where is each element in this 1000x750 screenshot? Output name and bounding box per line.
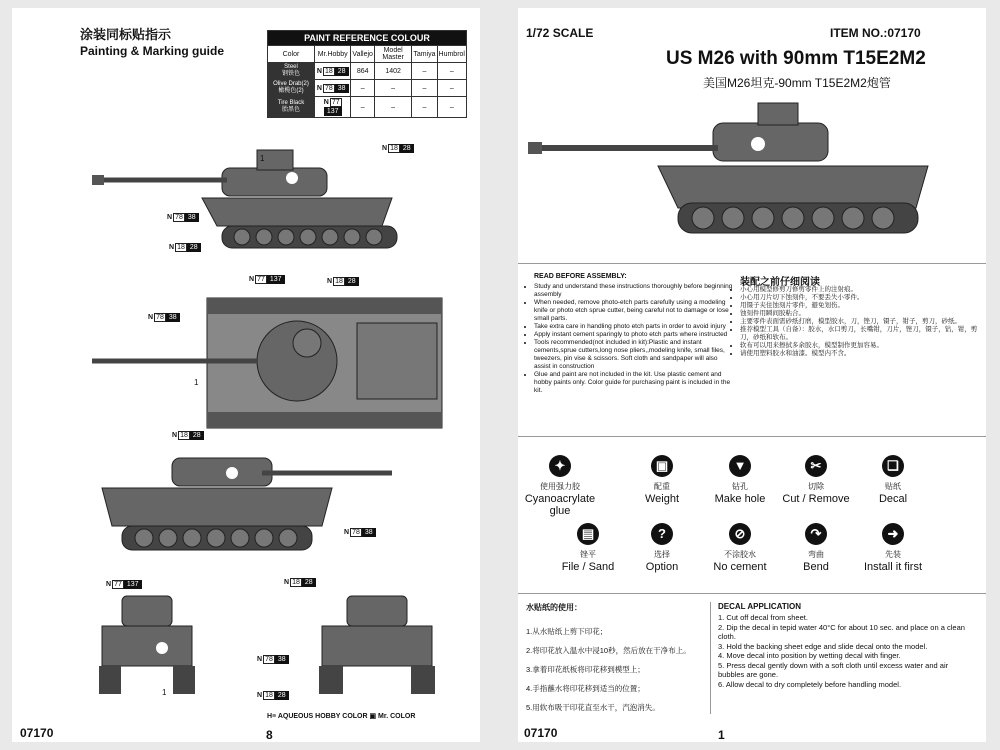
color-name-cn: 胎黑色 (281, 107, 300, 113)
list-item: • 用镊子夹住蚀刻片零件，避免划伤。 (740, 302, 980, 310)
notes-cn-heading: 装配之前仔细阅读 (740, 277, 820, 288)
decal-cn-steps (526, 622, 711, 717)
legend-item-weight: ▣ 配重 Weight (622, 455, 702, 505)
vallejo-value: 864 (351, 63, 375, 80)
legend-item-no-cement: ⊘ 不涂胶水 No cement (700, 523, 780, 573)
mm-value: – (374, 80, 411, 97)
col-mrhobby: Mr.Hobby (315, 46, 351, 63)
paint-code: N 78 38 (317, 84, 349, 93)
tank-top-view (92, 293, 452, 433)
install-first-icon: ➜ (882, 523, 904, 545)
tamiya-value: – (412, 80, 437, 97)
callout-steel: N 18 28 (169, 243, 201, 252)
legend-item-file: ▤ 锉平 File / Sand (548, 523, 628, 573)
list-item: 5.用软布吸干印花直至水干，汽泡消失。 (526, 703, 660, 712)
item-number: ITEM NO.:07170 (830, 26, 921, 40)
list-item: • Take extra care in handling photo etch parts in order to avoid injury (534, 323, 734, 331)
legend-item-bend: ↷ 弯曲 Bend (776, 523, 856, 573)
tank-box-illustration (528, 98, 938, 248)
list-item: 4.手指蘸水将印花移到适当的位置； (526, 684, 645, 693)
col-model-master: Model Master (374, 46, 411, 63)
list-item: 4. Move decal into position by wetting decal with finger. (718, 651, 901, 660)
humbrol-value: – (437, 97, 466, 118)
paint-reference-table (267, 30, 467, 118)
col-vallejo: Vallejo (351, 46, 375, 63)
col-humbrol: Humbrol (437, 46, 466, 63)
decal-en-heading: DECAL APPLICATION (718, 602, 801, 611)
callout-steel: N 18 28 (382, 144, 414, 153)
scale-label: 1/72 SCALE (526, 26, 594, 40)
drill-icon: ▼ (729, 455, 751, 477)
mm-value: – (374, 97, 411, 118)
decal-en-steps (718, 613, 973, 689)
legend-item-option: ? 选择 Option (622, 523, 702, 573)
list-item: • Apply instant cement sparingly to photo etch parts where instructed (534, 331, 734, 339)
callout-steel: N 18 28 (327, 277, 359, 286)
list-item: 6. Allow decal to dry completely before handling model. (718, 679, 902, 689)
color-name-cn: 橄榄色(2) (278, 88, 304, 94)
tamiya-value: – (412, 63, 437, 80)
divider (518, 263, 986, 264)
list-item: 3. Hold the backing sheet edge and slide decal onto the model. (718, 641, 928, 651)
footer-page-number: 1 (718, 728, 725, 742)
list-item: 2. Dip the decal in tepid water 40°C for about 10 sec. and place on a clean cloth. (718, 622, 965, 641)
callout-decal-1: 1 (194, 378, 199, 387)
tank-rear-view (317, 586, 437, 696)
legend-item-drill: ▼ 钻孔 Make hole (700, 455, 780, 505)
list-item: • Study and understand these instructions thoroughly before beginning assembly (534, 283, 734, 299)
glue-icon: ✦ (549, 455, 571, 477)
tank-front-view (97, 586, 197, 696)
list-item: • 请使用塑料胶水和油漆。模型内不含。 (740, 350, 980, 358)
callout-black: N 77 137 (106, 580, 142, 589)
legend-item-glue: ✦ 使用强力胶 Cyanoacrylate glue (520, 455, 600, 517)
list-item: • Glue and paint are not included in the kit. Use plastic cement and hobby paints only. Color guide for purchasing paint is included in the kit. (534, 371, 734, 395)
list-item: 5. Press decal gently down with a soft cloth until excess water and air bubbles are gone. (718, 660, 949, 679)
list-item: • 推荐模型工具（自备）：胶水，水口剪刀，长嘴钳，刀片，锉刀，镊子，钻，钳，剪刀，砂纸和软布。 (740, 326, 980, 342)
file-icon: ▤ (577, 523, 599, 545)
list-item: • When needed, remove photo-etch parts carefully using a modeling knife or photo etch sprue cutter, being careful not to damage or lose small parts. (534, 299, 734, 323)
divider (518, 593, 986, 594)
mm-value: 1402 (374, 63, 411, 80)
left-page-painting-guide (12, 8, 480, 742)
list-item: • 软布可以用来擦拭多余胶水，模型制作更加容易。 (740, 342, 980, 350)
color-name: Olive Drab(2) (273, 81, 309, 87)
color-name: Steel (284, 64, 298, 70)
list-item: • 蚀刻件用瞬间胶粘合。 (740, 310, 980, 318)
footer-item-number: 07170 (524, 726, 558, 740)
left-title-cn: 涂装同标贴指示 (80, 27, 172, 42)
list-item: 3.拿着印花纸板将印花移到模型上； (526, 665, 645, 674)
cut-icon: ✂ (805, 455, 827, 477)
list-item: 1. Cut off decal from sheet. (718, 613, 808, 622)
paint-code: N 77137 (323, 99, 340, 115)
callout-olive: N 78 38 (167, 213, 199, 222)
callout-decal-1: 1 (162, 688, 167, 697)
callout-olive: N 78 38 (344, 528, 376, 537)
list-item: • 主要零件表面需砂纸打磨，模型胶水，刀，锉刀，镊子，钳子，剪刀，砂纸。 (740, 318, 980, 326)
decal-cn-heading: 水贴纸的使用： (526, 603, 582, 612)
read-before-heading: READ BEFORE ASSEMBLY: (534, 273, 627, 280)
vallejo-value: – (351, 97, 375, 118)
callout-olive: N 78 38 (257, 655, 289, 664)
decal-icon: ❏ (882, 455, 904, 477)
color-name: Tire Black (277, 100, 305, 106)
table-row (268, 80, 467, 97)
footer-page-number: 8 (266, 728, 273, 742)
legend-item-cut: ✂ 切除 Cut / Remove (776, 455, 856, 505)
right-page-instructions (518, 8, 986, 742)
table-row (268, 97, 467, 118)
legend-item-decal: ❏ 贴纸 Decal (853, 455, 933, 505)
col-color: Color (268, 46, 315, 63)
color-name-cn: 钢铁色 (281, 71, 300, 77)
no-cement-icon: ⊘ (729, 523, 751, 545)
tank-side-view-right (92, 438, 392, 568)
callout-steel: N 18 28 (172, 431, 204, 440)
left-title-en: Painting & Marking guide (80, 44, 225, 58)
notes-cn-list (730, 286, 980, 358)
legend-item-install-first: ➜ 先装 Install it first (853, 523, 933, 573)
list-item: • Tools recommended(not included in kit):Plastic and instant cements,sprue cutters,long nose pliers,,modeling knife, small files, tweezers, pin vise & scissors. Soft cloth and sandpaper will also assist in construction (534, 339, 734, 371)
weight-icon: ▣ (651, 455, 673, 477)
product-title-cn: 美国M26坦克-90mm T15E2M2炮管 (703, 76, 891, 90)
humbrol-value: – (437, 63, 466, 80)
option-icon: ? (651, 523, 673, 545)
list-item: • 小心用刀片切下蚀刻件，不要丢失小零件。 (740, 294, 980, 302)
notes-en-list (524, 283, 734, 395)
callout-olive: N 78 38 (148, 313, 180, 322)
humbrol-value: – (437, 80, 466, 97)
paint-table-header: PAINT REFERENCE COLOUR (268, 31, 467, 46)
column-divider (710, 602, 711, 714)
paint-code: N 18 28 (317, 67, 349, 76)
callout-steel: N 18 28 (257, 691, 289, 700)
tamiya-value: – (412, 97, 437, 118)
table-row (268, 63, 467, 80)
vallejo-value: – (351, 80, 375, 97)
list-item: 1.从水贴纸上剪下印花； (526, 627, 608, 636)
list-item: 2.将印花放入温水中浸10秒，然后放在干净布上。 (526, 646, 691, 655)
product-title: US M26 with 90mm T15E2M2 (666, 48, 926, 69)
footer-brands: H≡ AQUEOUS HOBBY COLOR ▣ Mr. COLOR (267, 713, 416, 720)
callout-decal-1: 1 (260, 154, 265, 163)
list-item: • 小心用模型修剪刀修剪零件上的注射痕。 (740, 286, 980, 294)
callout-black: N 77 137 (249, 275, 285, 284)
col-tamiya: Tamiya (412, 46, 437, 63)
footer-item-number: 07170 (20, 726, 54, 740)
callout-steel: N 18 28 (284, 578, 316, 587)
divider (518, 436, 986, 437)
bend-icon: ↷ (805, 523, 827, 545)
